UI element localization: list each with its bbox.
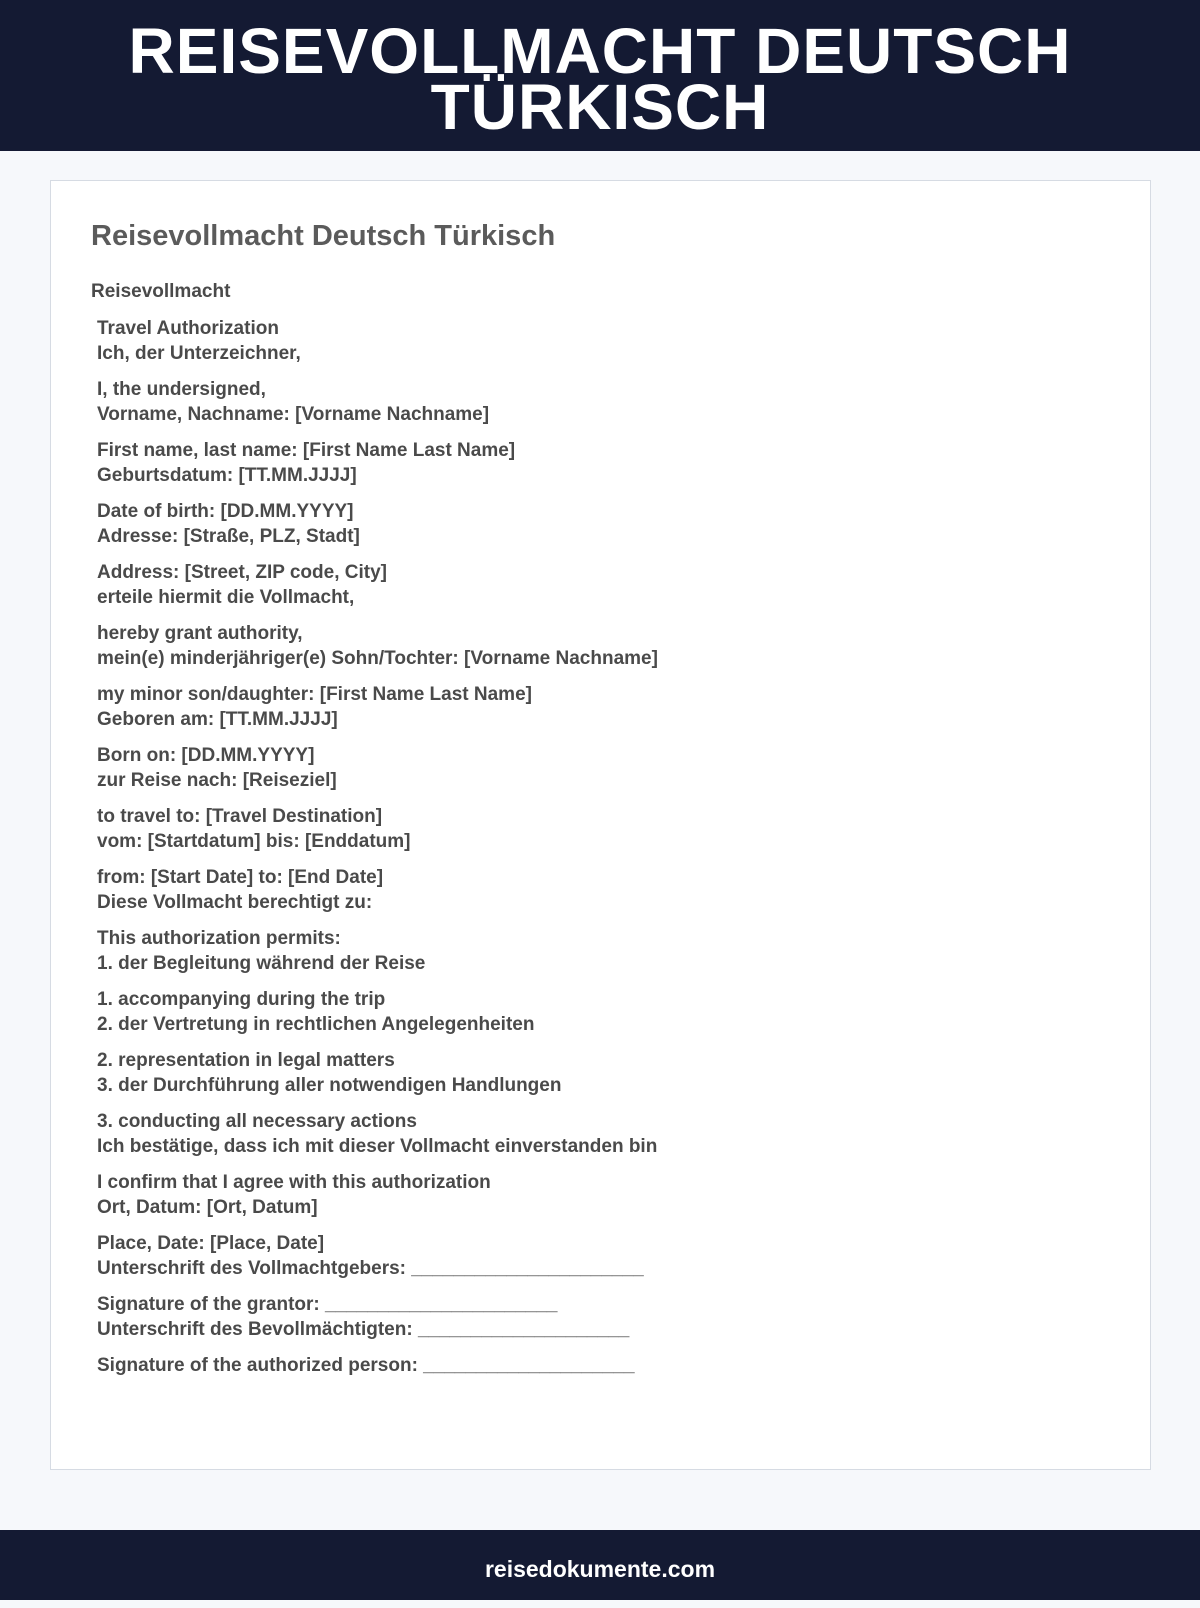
- document-lines: [97, 316, 658, 1389]
- text-line: 3. der Durchführung aller notwendigen Handlungen: [97, 1075, 562, 1096]
- text-pair: [97, 499, 658, 549]
- text-line: I confirm that I agree with this authorization: [97, 1172, 491, 1193]
- text-line: Ort, Datum: [Ort, Datum]: [97, 1197, 318, 1218]
- text-line: Adresse: [Straße, PLZ, Stadt]: [97, 526, 360, 547]
- text-pair: [97, 926, 658, 976]
- footer-site: reisedokumente.com: [484, 1556, 716, 1582]
- text-line: Ich bestätige, dass ich mit dieser Vollmacht einverstanden bin: [97, 1136, 658, 1157]
- text-line: Born on: [DD.MM.YYYY]: [97, 745, 315, 766]
- text-line: from: [Start Date] to: [End Date]: [97, 867, 384, 888]
- banner-title: REISEVOLLMACHT DEUTSCH TÜRKISCH: [128, 15, 1072, 143]
- text-line: 3. conducting all necessary actions: [97, 1111, 417, 1132]
- signature-line-authorized-en: Signature of the authorized person: ____________________: [97, 1355, 635, 1376]
- text-line: Date of birth: [DD.MM.YYYY]: [97, 501, 354, 522]
- text-pair: [97, 438, 658, 488]
- text-line: Travel Authorization: [97, 318, 279, 339]
- text-line: Geboren am: [TT.MM.JJJJ]: [97, 709, 338, 730]
- text-line: 2. representation in legal matters: [97, 1050, 395, 1071]
- text-line: Address: [Street, ZIP code, City]: [97, 562, 387, 583]
- text-pair: [97, 377, 658, 427]
- text-pair: [97, 560, 658, 610]
- document-title: Reisevollmacht Deutsch Türkisch: [91, 220, 556, 252]
- text-line: Ich, der Unterzeichner,: [97, 343, 301, 364]
- text-pair: [97, 682, 658, 732]
- page-footer: [0, 1530, 1200, 1600]
- text-pair: [97, 1109, 658, 1159]
- text-pair: [97, 316, 658, 366]
- text-line: Diese Vollmacht berechtigt zu:: [97, 892, 373, 913]
- text-line: my minor son/daughter: [First Name Last Name]: [97, 684, 532, 705]
- text-pair: [97, 804, 658, 854]
- text-line: mein(e) minderjähriger(e) Sohn/Tochter: [Vorname Nachname]: [97, 648, 658, 669]
- document-card: [50, 180, 1151, 1470]
- text-line: 2. der Vertretung in rechtlichen Angelegenheiten: [97, 1014, 535, 1035]
- text-line: This authorization permits:: [97, 928, 341, 949]
- text-line: Geburtsdatum: [TT.MM.JJJJ]: [97, 465, 357, 486]
- text-line: First name, last name: [First Name Last Name]: [97, 440, 516, 461]
- text-pair: [97, 987, 658, 1037]
- text-pair: [97, 743, 658, 793]
- text-pair: [97, 1292, 658, 1342]
- text-pair: [97, 1170, 658, 1220]
- text-line: Vorname, Nachname: [Vorname Nachname]: [97, 404, 490, 425]
- text-line: vom: [Startdatum] bis: [Enddatum]: [97, 831, 411, 852]
- text-pair: [97, 1353, 658, 1378]
- text-line: hereby grant authority,: [97, 623, 303, 644]
- text-line: erteile hiermit die Vollmacht,: [97, 587, 355, 608]
- text-line: zur Reise nach: [Reiseziel]: [97, 770, 337, 791]
- text-pair: [97, 1048, 658, 1098]
- text-pair: [97, 621, 658, 671]
- text-line: I, the undersigned,: [97, 379, 266, 400]
- text-line: to travel to: [Travel Destination]: [97, 806, 383, 827]
- signature-line-grantor: Unterschrift des Vollmachtgebers: ______________________: [97, 1258, 644, 1279]
- text-pair: [97, 1231, 658, 1281]
- document-subtitle: Reisevollmacht: [91, 281, 231, 302]
- text-pair: [97, 865, 658, 915]
- text-line: 1. der Begleitung während der Reise: [97, 953, 426, 974]
- text-line: 1. accompanying during the trip: [97, 989, 386, 1010]
- signature-line-grantor-en: Signature of the grantor: ______________________: [97, 1294, 558, 1315]
- signature-line-authorized: Unterschrift des Bevollmächtigten: ____________________: [97, 1319, 630, 1340]
- text-line: Place, Date: [Place, Date]: [97, 1233, 325, 1254]
- page-banner: [0, 0, 1200, 151]
